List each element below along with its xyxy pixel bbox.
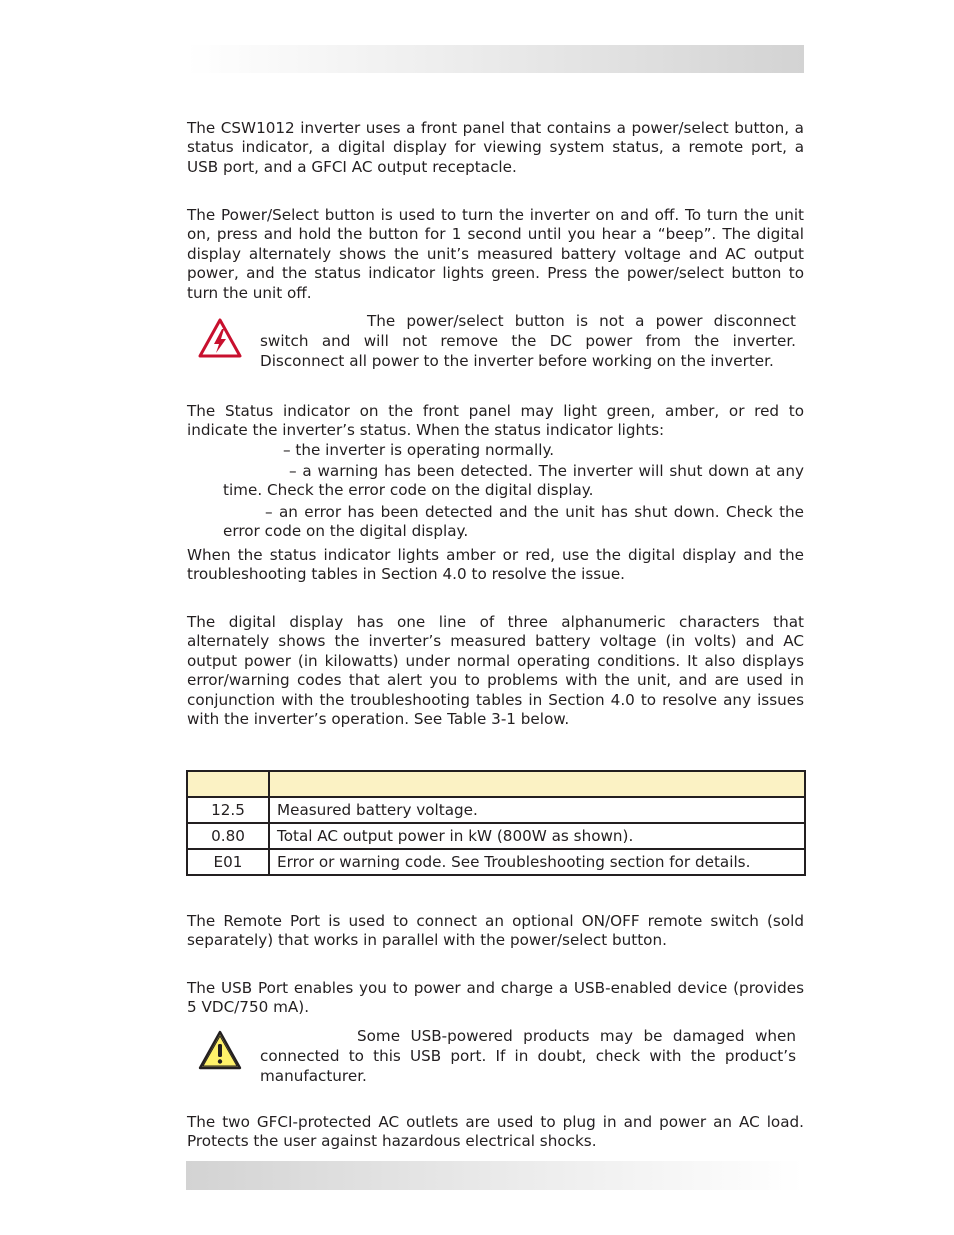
display-code-cell: 12.5 xyxy=(187,797,269,823)
power-select-note: The power/select button is not a power disconnect switch and will not remove the DC power from the inverter. Disconnect all power to the inverter before working on the inverter. xyxy=(260,312,796,370)
display-code-cell: 0.80 xyxy=(187,823,269,849)
electrical-hazard-warning-icon xyxy=(198,318,242,358)
caution-icon xyxy=(198,1030,242,1070)
header-bar xyxy=(186,45,804,73)
intro-paragraph: The CSW1012 inverter uses a front panel that contains a power/select button, a status indicator, a digital display for viewing system status, a remote port, a USB port, and a GFCI AC output receptacle. xyxy=(187,119,804,176)
status-footer-paragraph: When the status indicator lights amber or red, use the digital display and the troubleshooting tables in Section 4.0 to resolve the issue. xyxy=(187,546,804,584)
table-row xyxy=(187,849,805,875)
table-header-cell xyxy=(187,771,269,797)
usb-port-paragraph: The USB Port enables you to power and charge a USB-enabled device (provides 5 VDC/750 mA). xyxy=(187,979,804,1017)
display-codes-table xyxy=(186,770,806,876)
status-paragraph: The Status indicator on the front panel may light green, amber, or red to indicate the inverter’s status. When the status indicator lights: xyxy=(187,402,804,440)
status-green-text: – the inverter is operating normally. xyxy=(283,441,555,459)
status-red-text: – an error has been detected and the unit has shut down. Check the error code on the digital display. xyxy=(223,503,804,541)
footer-bar xyxy=(186,1161,804,1190)
table-header-row xyxy=(187,771,805,797)
display-code-cell: E01 xyxy=(187,849,269,875)
remote-port-paragraph: The Remote Port is used to connect an optional ON/OFF remote switch (sold separately) that works in parallel with the power/select button. xyxy=(187,912,804,950)
table-header-cell xyxy=(269,771,805,797)
gfci-paragraph: The two GFCI-protected AC outlets are used to plug in and power an AC load. Protects the user against hazardous electrical shocks. xyxy=(187,1113,804,1151)
usb-caution-note: Some USB-powered products may be damaged when connected to this USB port. If in doubt, check with the product’s manufacturer. xyxy=(260,1027,796,1085)
display-description-cell: Measured battery voltage. xyxy=(269,797,805,823)
table-row xyxy=(187,823,805,849)
power-select-paragraph: The Power/Select button is used to turn the inverter on and off. To turn the unit on, press and hold the button for 1 second until you hear a “beep”. The digital display alternately shows the unit’s measured battery voltage and AC output power, and the status indicator lights green. Press the power/select button to turn the unit off. xyxy=(187,206,804,302)
display-description-cell: Total AC output power in kW (800W as shown). xyxy=(269,823,805,849)
table-row xyxy=(187,797,805,823)
display-paragraph: The digital display has one line of three alphanumeric characters that alternately shows the inverter’s measured battery voltage (in volts) and AC output power (in kilowatts) under normal operating conditions. It also displays error/warning codes that alert you to problems with the unit, and are used in conjunction with the troubleshooting tables in Section 4.0 to resolve any issues with the inverter’s operation. See Table 3-1 below. xyxy=(187,613,804,729)
status-amber-text: – a warning has been detected. The inverter will shut down at any time. Check the error code on the digital display. xyxy=(223,462,804,500)
display-description-cell: Error or warning code. See Troubleshooting section for details. xyxy=(269,849,805,875)
